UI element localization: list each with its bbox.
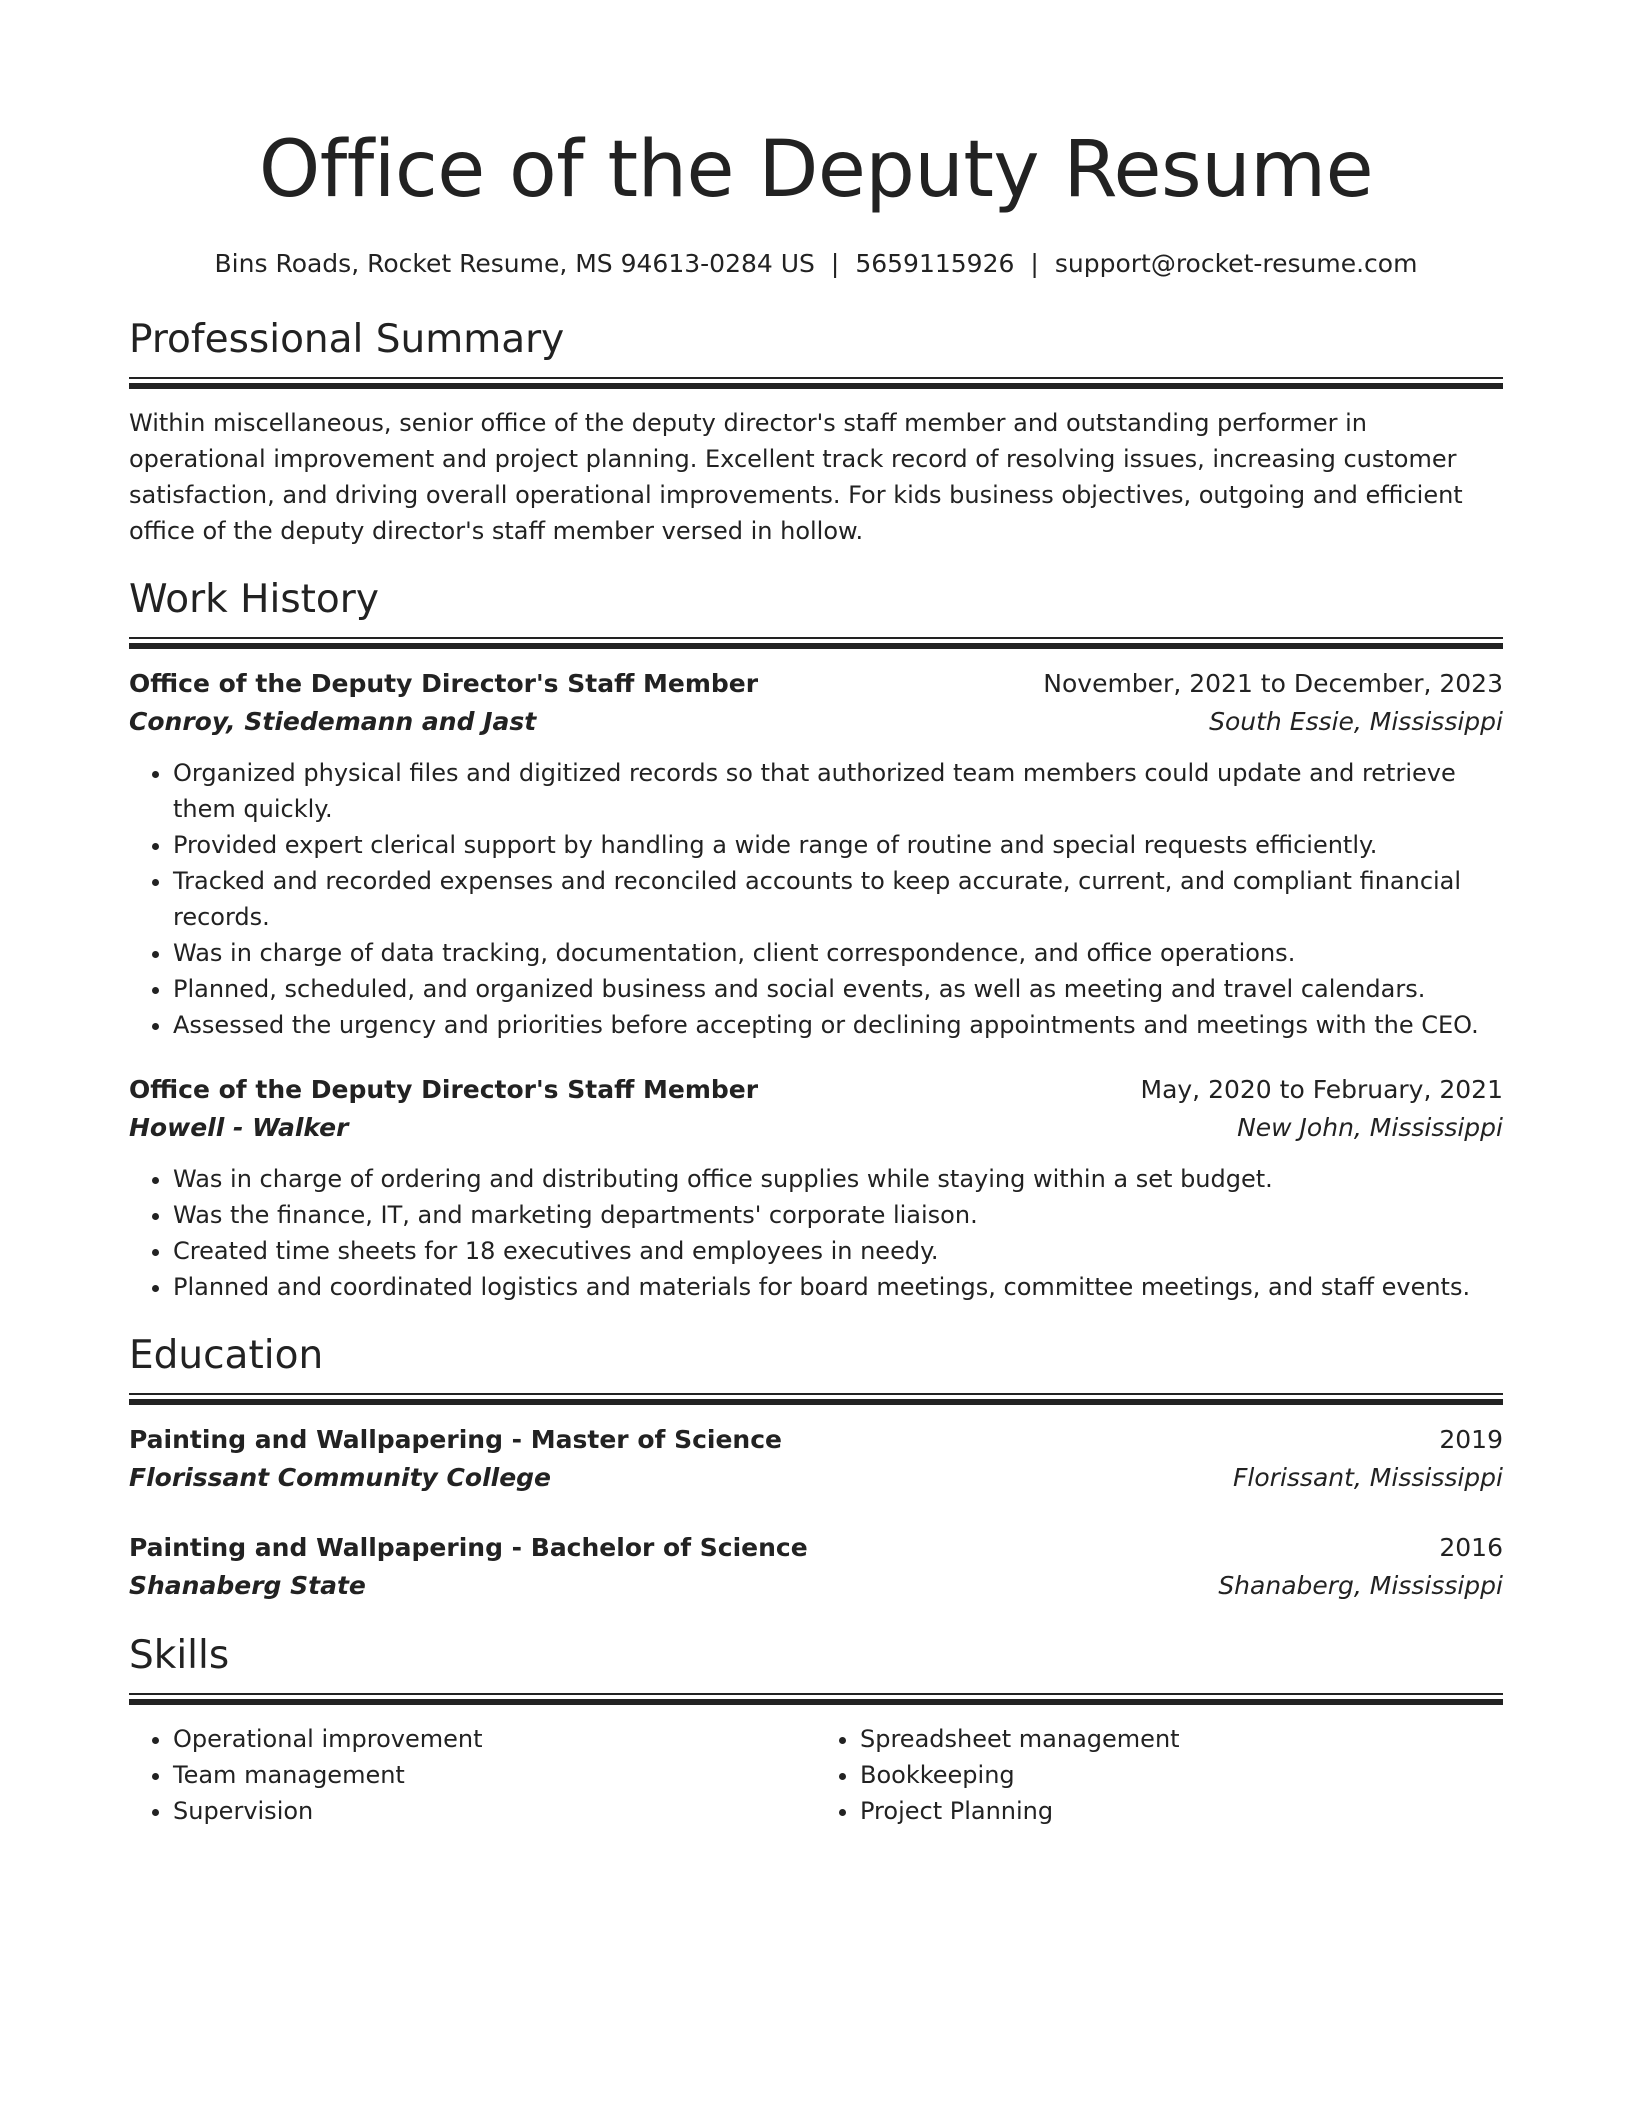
skills-column-left xyxy=(129,1721,816,1829)
job-bullet: • Created time sheets for 18 executives and employees in needy. xyxy=(173,1233,1503,1269)
contact-address: Bins Roads, Rocket Resume, MS 94613-0284 US xyxy=(214,249,815,278)
job-title: Office of the Deputy Director's Staff Member xyxy=(129,1075,759,1104)
job-location: South Essie, Mississippi xyxy=(1209,707,1503,736)
job-bullet: • Provided expert clerical support by handling a wide range of routine and special requests efficiently. xyxy=(173,827,1503,863)
skill-item: • Supervision xyxy=(173,1793,816,1829)
education-degree: Painting and Wallpapering - Bachelor of Science xyxy=(129,1533,808,1562)
skills-grid xyxy=(129,1721,1503,1829)
education-degree: Painting and Wallpapering - Master of Science xyxy=(129,1425,783,1454)
skill-item: • Operational improvement xyxy=(173,1721,816,1757)
education-year: 2019 xyxy=(1439,1425,1503,1454)
job-bullet: • Tracked and recorded expenses and reconciled accounts to keep accurate, current, and compliant financial records. xyxy=(173,863,1503,935)
job-bullet-list xyxy=(129,755,1503,1043)
section-divider xyxy=(129,377,1503,389)
job-bullet: • Was in charge of data tracking, documentation, client correspondence, and office operations. xyxy=(173,935,1503,971)
job-company-row xyxy=(129,703,1503,741)
job-bullet: • Planned, scheduled, and organized business and social events, as well as meeting and travel calendars. xyxy=(173,971,1503,1007)
section-heading-skills: Skills xyxy=(129,1633,230,1678)
education-header-row xyxy=(129,1421,1503,1459)
contact-separator: | xyxy=(1030,249,1039,278)
skill-item: • Project Planning xyxy=(860,1793,1503,1829)
job-bullet: • Planned and coordinated logistics and materials for board meetings, committee meetings, and staff events. xyxy=(173,1269,1503,1305)
section-heading-education: Education xyxy=(129,1333,324,1378)
education-section xyxy=(129,1331,1503,1605)
job-bullet-list xyxy=(129,1161,1503,1305)
job-bullet: • Was the finance, IT, and marketing departments' corporate liaison. xyxy=(173,1197,1503,1233)
job-location: New John, Mississippi xyxy=(1237,1113,1503,1142)
job-company: Howell - Walker xyxy=(129,1113,349,1142)
job-bullet: • Assessed the urgency and priorities before accepting or declining appointments and meetings with the CEO. xyxy=(173,1007,1503,1043)
contact-separator: | xyxy=(830,249,840,278)
section-heading-work-history: Work History xyxy=(129,577,379,622)
skill-item: • Bookkeeping xyxy=(860,1757,1503,1793)
education-header-row xyxy=(129,1529,1503,1567)
education-school-row xyxy=(129,1567,1503,1605)
job-dates: November, 2021 to December, 2023 xyxy=(1043,669,1503,698)
summary-section xyxy=(129,315,1503,549)
job-entry xyxy=(129,1071,1503,1305)
section-divider xyxy=(129,1393,1503,1405)
work-history-section xyxy=(129,575,1503,1305)
contact-phone: 5659115926 xyxy=(855,249,1015,278)
education-entry xyxy=(129,1529,1503,1605)
skill-item: • Team management xyxy=(173,1757,816,1793)
education-school: Florissant Community College xyxy=(129,1463,552,1492)
job-header-row xyxy=(129,1071,1503,1109)
job-entry xyxy=(129,665,1503,1043)
job-bullet: • Organized physical files and digitized records so that authorized team members could update and retrieve them quickly. xyxy=(173,755,1503,827)
section-divider xyxy=(129,637,1503,649)
job-bullet: • Was in charge of ordering and distributing office supplies while staying within a set budget. xyxy=(173,1161,1503,1197)
education-school: Shanaberg State xyxy=(129,1571,366,1600)
job-dates: May, 2020 to February, 2021 xyxy=(1140,1075,1503,1104)
contact-email[interactable]: support@rocket-resume.com xyxy=(1054,249,1418,278)
job-title: Office of the Deputy Director's Staff Member xyxy=(129,669,759,698)
skills-section xyxy=(129,1631,1503,1829)
section-heading-summary: Professional Summary xyxy=(129,317,565,362)
education-location: Florissant, Mississippi xyxy=(1233,1463,1503,1492)
section-divider xyxy=(129,1693,1503,1705)
resume-title: Office of the Deputy Resume xyxy=(258,125,1374,215)
education-location: Shanaberg, Mississippi xyxy=(1218,1571,1503,1600)
job-company: Conroy, Stiedemann and Jast xyxy=(129,707,537,736)
education-entry xyxy=(129,1421,1503,1497)
education-school-row xyxy=(129,1459,1503,1497)
summary-text: Within miscellaneous, senior office of the deputy director's staff member and outstanding performer in operational improvement and project planning. Excellent track record of resolving issues, increasing customer satisfaction, and driving overall operational improvements. For kids business objectives, outgoing and efficient office of the deputy director's staff member versed in hollow. xyxy=(129,409,1463,545)
skill-item: • Spreadsheet management xyxy=(860,1721,1503,1757)
job-header-row xyxy=(129,665,1503,703)
skills-column-right xyxy=(816,1721,1503,1829)
job-company-row xyxy=(129,1109,1503,1147)
contact-line xyxy=(129,247,1503,281)
education-year: 2016 xyxy=(1439,1533,1503,1562)
